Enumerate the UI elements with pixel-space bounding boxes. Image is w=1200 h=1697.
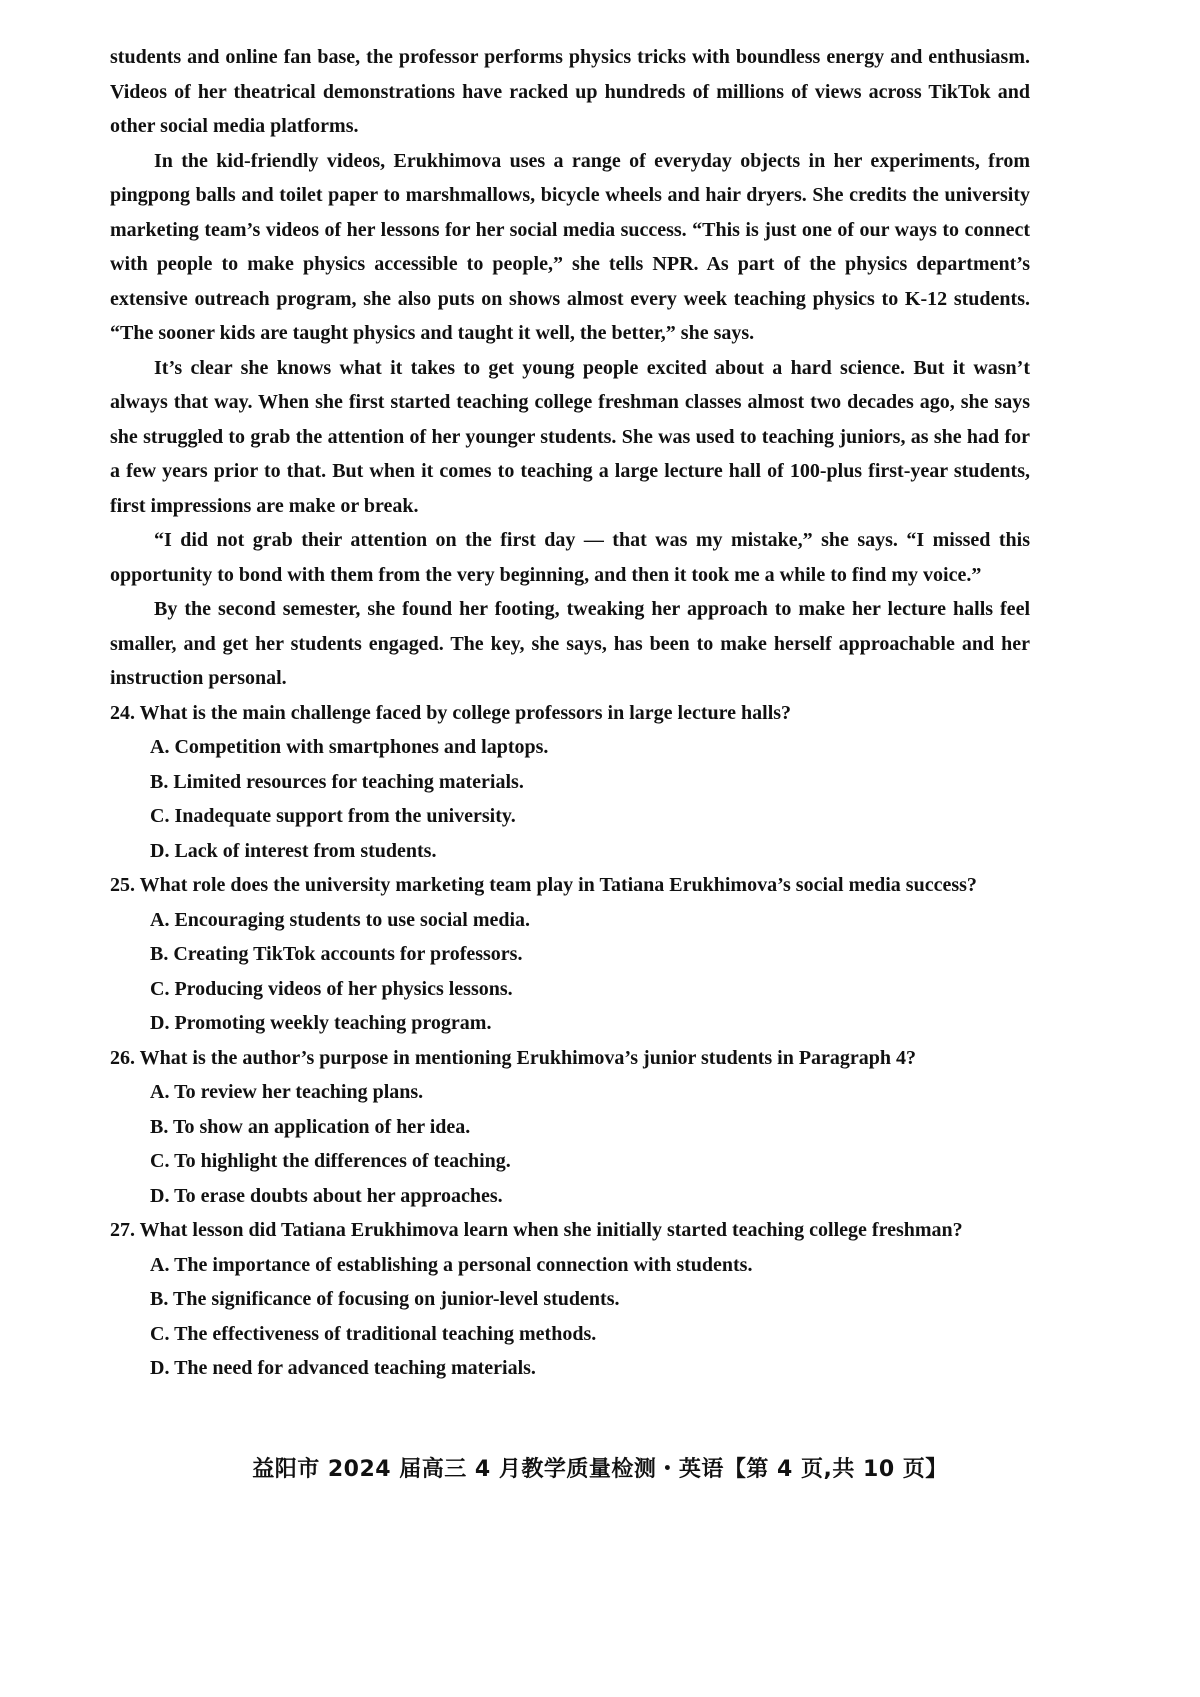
- passage-paragraph-1: students and online fan base, the professor performs physics tricks with boundless energy and enthusiasm. Videos of her theatrical demonstrations have racked up hundreds of millions of views across TikTok and other social media platforms.: [110, 46, 1030, 137]
- option-b: B. The significance of focusing on junior-level students.: [150, 1288, 620, 1310]
- option-d: D. Promoting weekly teaching program.: [150, 1012, 492, 1034]
- question-26: [110, 1041, 1030, 1214]
- exam-page: [110, 40, 1030, 1386]
- option-d: D. To erase doubts about her approaches.: [150, 1184, 503, 1207]
- option-c: C. Inadequate support from the university.: [150, 805, 516, 827]
- option-c: C. To highlight the differences of teaching.: [150, 1150, 511, 1172]
- question-stem: 24. What is the main challenge faced by college professors in large lecture halls?: [110, 701, 792, 724]
- question-25: [110, 868, 1030, 1041]
- passage-paragraph-3: It’s clear she knows what it takes to get young people excited about a hard science. But it wasn’t always that way. When she first started teaching college freshman classes almost two decades ago, she says she struggled to grab the attention of her younger students. She was used to teaching juniors, as she had for a few years prior to that. But when it comes to teaching a large lecture hall of 100-plus first-year students, first impressions are make or break.: [110, 356, 1030, 517]
- question-24: [110, 696, 1030, 869]
- passage-paragraph-2: In the kid-friendly videos, Erukhimova uses a range of everyday objects in her experiments, from pingpong balls and toilet paper to marshmallows, bicycle wheels and hair dryers. She credits the university marketing team’s videos of her lessons for her social media success. “This is just one of our ways to connect with people to make physics accessible to people,” she tells NPR. As part of the physics department’s extensive outreach program, she also puts on shows almost every week teaching physics to K-12 students. “The sooner kids are taught physics and taught it well, the better,” she says.: [110, 149, 1030, 344]
- question-stem: 27. What lesson did Tatiana Erukhimova learn when she initially started teaching college freshman?: [110, 1219, 963, 1241]
- option-d: D. The need for advanced teaching materials.: [150, 1357, 536, 1379]
- page-footer: 益阳市 2024 届高三 4 月教学质量检测・英语【第 4 页,共 10 页】: [252, 1457, 948, 1482]
- option-b: B. To show an application of her idea.: [150, 1115, 471, 1138]
- option-b: B. Limited resources for teaching materials.: [150, 770, 524, 793]
- option-c: C. The effectiveness of traditional teaching methods.: [150, 1322, 597, 1345]
- passage-paragraph-4: “I did not grab their attention on the first day — that was my mistake,” she says. “I missed this opportunity to bond with them from the very beginning, and then it took me a while to find my voice.”: [110, 529, 1030, 586]
- passage-paragraph-5: By the second semester, she found her footing, tweaking her approach to make her lecture halls feel smaller, and get her students engaged. The key, she says, has been to make herself approachable and her instruction personal.: [110, 598, 1030, 689]
- question-list: [110, 696, 1030, 1386]
- option-a: A. Encouraging students to use social media.: [150, 908, 531, 931]
- question-stem: 25. What role does the university marketing team play in Tatiana Erukhimova’s social media success?: [110, 874, 977, 896]
- question-stem: 26. What is the author’s purpose in mentioning Erukhimova’s junior students in Paragraph 4?: [110, 1046, 917, 1069]
- option-c: C. Producing videos of her physics lessons.: [150, 977, 513, 1000]
- option-b: B. Creating TikTok accounts for professors.: [150, 943, 523, 965]
- option-a: A. To review her teaching plans.: [150, 1081, 424, 1103]
- option-a: A. Competition with smartphones and laptops.: [150, 736, 549, 758]
- option-d: D. Lack of interest from students.: [150, 839, 437, 862]
- option-a: A. The importance of establishing a personal connection with students.: [150, 1253, 753, 1276]
- question-27: [110, 1213, 1030, 1386]
- reading-passage: [110, 40, 1030, 696]
